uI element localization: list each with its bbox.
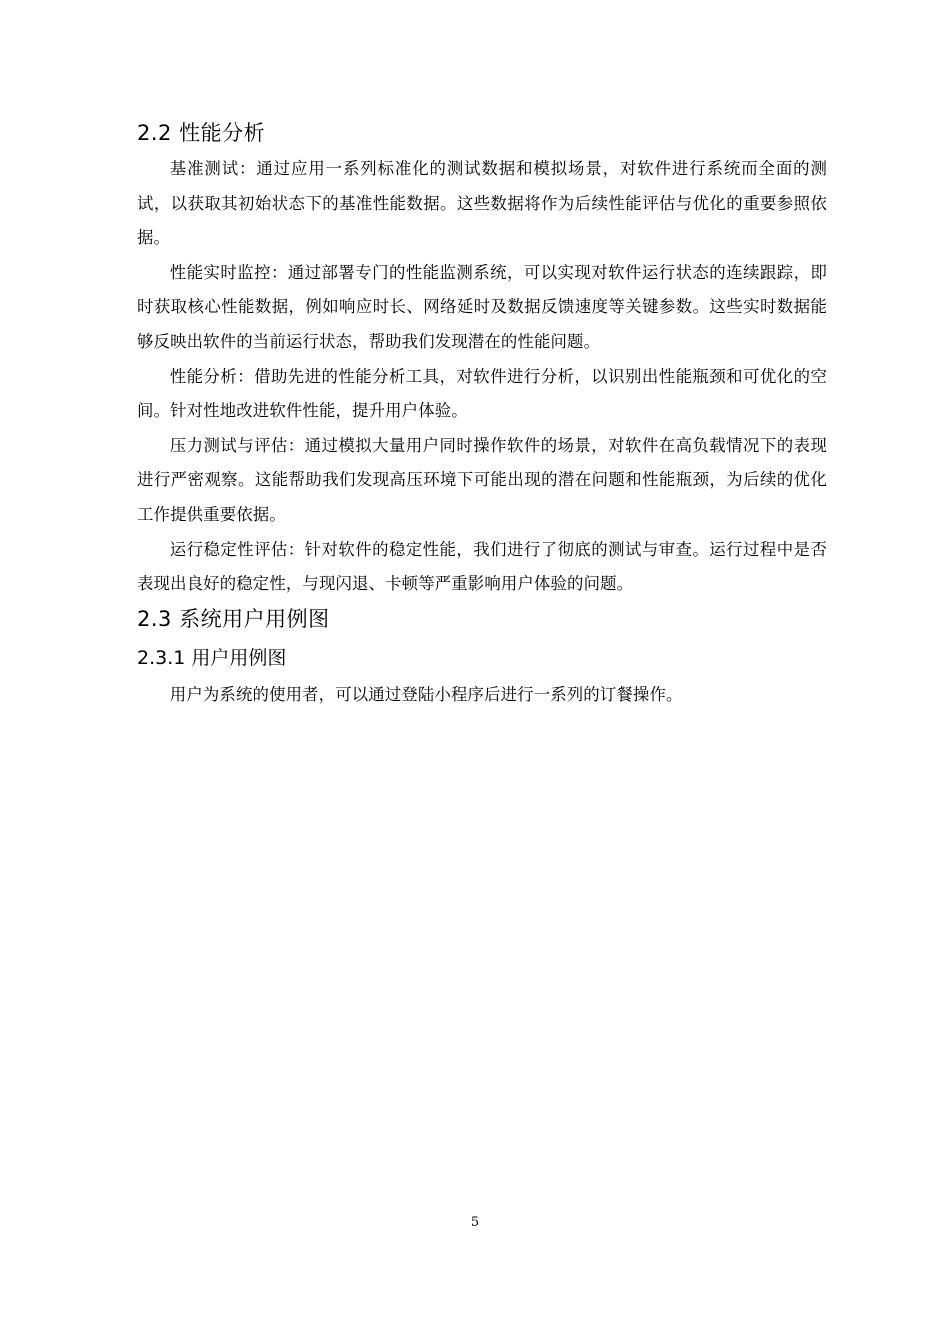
section-heading-2-3: 2.3 系统用户用例图 (137, 606, 330, 631)
paragraph-realtime-monitoring: 性能实时监控：通过部署专门的性能监测系统，可以实现对软件运行状态的连续跟踪，即时获取核心性能数据，例如响应时长、网络延时及数据反馈速度等关键参数。这些实时数据能够反映出软件的当前运行状态，帮助我们发现潜在的性能问题。 (137, 262, 827, 351)
paragraph-stability-evaluation: 运行稳定性评估：针对软件的稳定性能，我们进行了彻底的测试与审查。运行过程中是否表现出良好的稳定性，与现闪退、卡顿等严重影响用户体验的问题。 (137, 539, 827, 594)
subsection-heading-2-3-1: 2.3.1 用户用例图 (137, 646, 287, 669)
paragraph-performance-analysis: 性能分析：借助先进的性能分析工具，对软件进行分析，以识别出性能瓶颈和可优化的空间。针对性地改进软件性能，提升用户体验。 (137, 366, 827, 421)
page-content (137, 118, 827, 712)
paragraph-benchmark-testing: 基准测试：通过应用一系列标准化的测试数据和模拟场景，对软件进行系统而全面的测试，以获取其初始状态下的基准性能数据。这些数据将作为后续性能评估与优化的重要参照依据。 (137, 159, 827, 248)
paragraph-stress-testing: 压力测试与评估：通过模拟大量用户同时操作软件的场景，对软件在高负载情况下的表现进行严密观察。这能帮助我们发现高压环境下可能出现的潜在问题和性能瓶颈，为后续的优化工作提供重要依据。 (137, 435, 827, 524)
page-number: 5 (470, 1215, 480, 1230)
section-heading-2-2: 2.2 性能分析 (137, 121, 266, 145)
paragraph-user-description: 用户为系统的使用者，可以通过登陆小程序后进行一系列的订餐操作。 (169, 684, 683, 704)
